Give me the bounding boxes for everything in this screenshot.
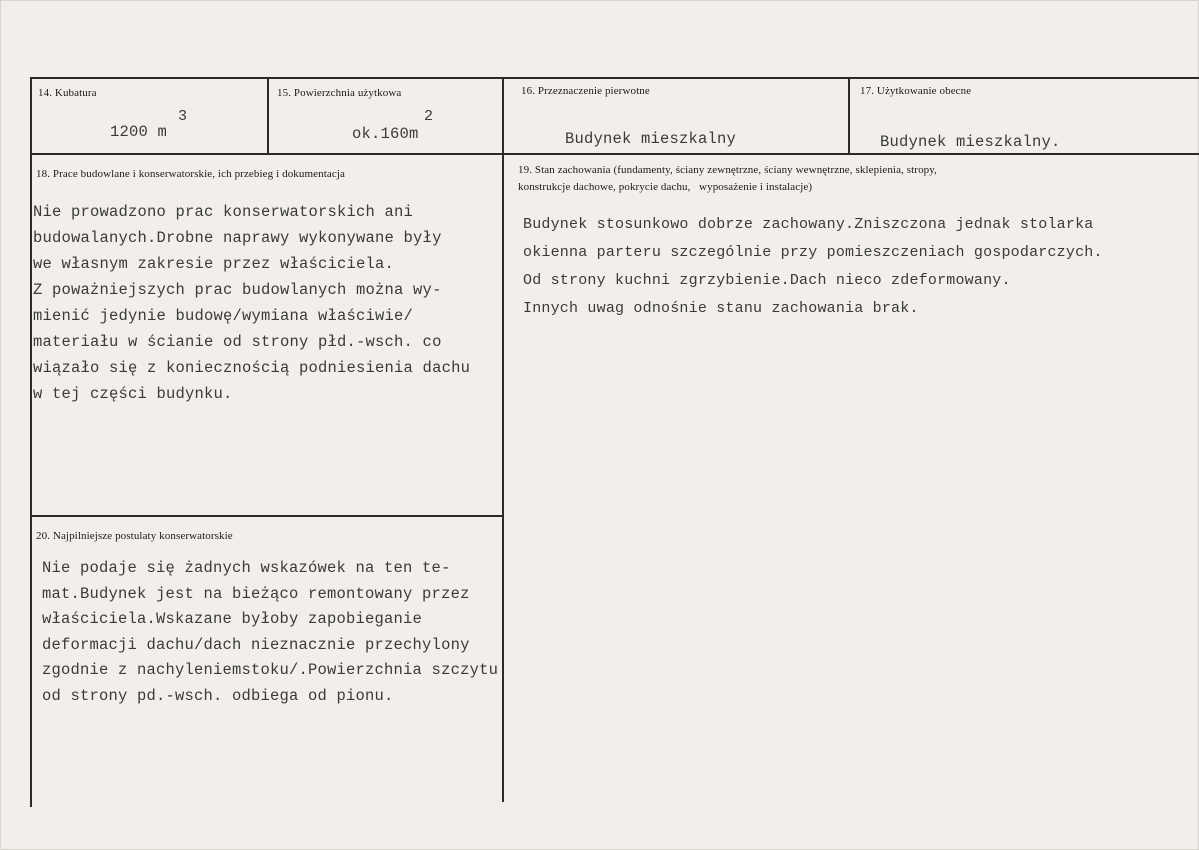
- rule-col1: [267, 77, 269, 155]
- rule-row1-bottom: [30, 153, 1199, 155]
- field-label-przeznaczenie: 16. Przeznaczenie pierwotne: [521, 85, 650, 97]
- field-label-kubatura: 14. Kubatura: [38, 87, 97, 99]
- prace-line: materiału w ścianie od strony płd.-wsch. co: [33, 333, 442, 351]
- postulaty-line: od strony pd.-wsch. odbiega od pionu.: [42, 686, 394, 705]
- postulaty-line: właściciela.Wskazane byłoby zapobieganie: [42, 610, 423, 628]
- prace-line: budowalanych.Drobne naprawy wykonywane były: [33, 229, 442, 247]
- postulaty-line: deformacji dachu/dach nieznacznie przechylony: [42, 635, 470, 654]
- postulaty-text: [42, 556, 498, 709]
- prace-line: w tej części budynku.: [33, 385, 233, 403]
- field-label-stan-line1: 19. Stan zachowania (fundamenty, ściany zewnętrzne, ściany wewnętrzne, sklepienia, stropy,: [518, 164, 938, 176]
- postulaty-line: zgodnie z nachyleniemstoku/.Powierzchnia szczytu: [42, 661, 499, 679]
- field-label-postulaty: 20. Najpilniejsze postulaty konserwatorskie: [36, 530, 233, 542]
- prace-line: mienić jedynie budowę/wymiana właściwie/: [33, 307, 414, 325]
- rule-top: [30, 77, 1199, 79]
- postulaty-line: Nie podaje się żadnych wskazówek na ten te-: [42, 559, 451, 577]
- field-label-prace: 18. Prace budowlane i konserwatorskie, ich przebieg i dokumentacja: [36, 168, 345, 180]
- rule-left: [30, 77, 32, 807]
- postulaty-line: mat.Budynek jest na bieżąco remontowany przez: [42, 584, 470, 603]
- stan-line: Budynek stosunkowo dobrze zachowany.Zniszczona jednak stolarka: [523, 216, 1094, 233]
- stan-text: [523, 211, 1103, 323]
- field-label-stan-line2: konstrukcje dachowe, pokrycie dachu, wyposażenie i instalacje): [518, 181, 813, 193]
- przeznaczenie-value: Budynek mieszkalny: [565, 130, 737, 148]
- rule-col3: [848, 77, 850, 155]
- powierzchnia-value: ok.160m: [352, 125, 419, 143]
- powierzchnia-exponent: 2: [424, 108, 434, 125]
- field-label-powierzchnia: 15. Powierzchnia użytkowa: [277, 87, 402, 99]
- stan-line: Innych uwag odnośnie stanu zachowania brak.: [523, 300, 919, 317]
- prace-text: [33, 199, 470, 407]
- prace-line: Nie prowadzono prac konserwatorskich ani: [33, 203, 414, 221]
- prace-line: wiązało się z koniecznością podniesienia dachu: [33, 359, 471, 377]
- stan-line: Od strony kuchni zgrzybienie.Dach nieco zdeformowany.: [523, 272, 1011, 289]
- stan-line: okienna parteru szczególnie przy pomieszczeniach gospodarczych.: [523, 244, 1103, 261]
- prace-line: we własnym zakresie przez właściciela.: [33, 255, 395, 273]
- kubatura-value: 1200 m: [110, 123, 168, 141]
- kubatura-exponent: 3: [178, 108, 188, 125]
- rule-col2: [502, 77, 504, 802]
- prace-line: Z poważniejszych prac budowlanych można wy-: [33, 281, 442, 299]
- rule-box18-bottom: [30, 515, 502, 517]
- field-label-uzytkowanie: 17. Użytkowanie obecne: [860, 85, 972, 97]
- uzytkowanie-value: Budynek mieszkalny.: [880, 133, 1061, 151]
